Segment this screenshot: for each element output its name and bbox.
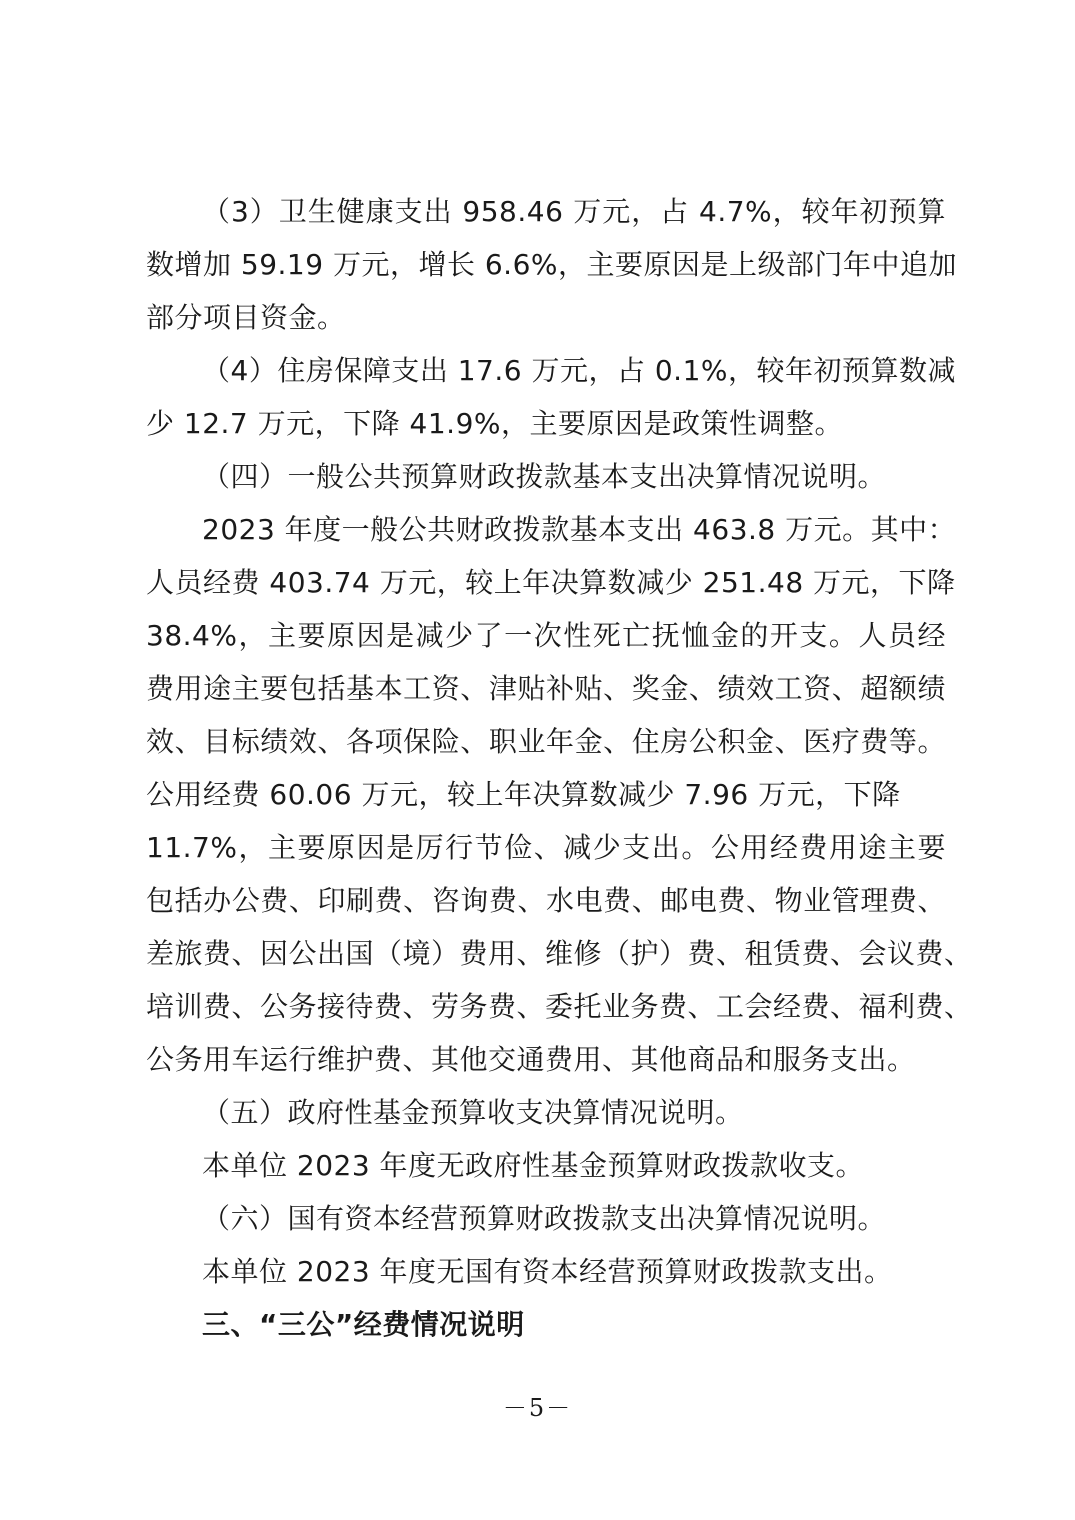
paragraph-health-expenditure: [146, 185, 957, 344]
subheading-state-capital: [146, 1192, 946, 1245]
text-line: 38.4%，主要原因是减少了一次性死亡抚恤金的开支。人员经: [146, 619, 946, 652]
paragraph-housing-expenditure: [146, 344, 956, 450]
text-line: 数增加 59.19 万元，增长 6.6%，主要原因是上级部门年中追加: [146, 248, 957, 281]
text-line: 效、目标绩效、各项保险、职业年金、住房公积金、医疗费等。: [146, 725, 946, 758]
text-line: 本单位 2023 年度无政府性基金预算财政拨款收支。: [202, 1149, 865, 1182]
text-line: （五）政府性基金预算收支决算情况说明。: [202, 1096, 744, 1129]
section-title: 三、“三公”经费情况说明: [202, 1308, 525, 1341]
text-line: 2023 年度一般公共财政拨款基本支出 463.8 万元。其中：: [202, 513, 957, 546]
text-line: 11.7%，主要原因是厉行节俭、减少支出。公用经费用途主要: [146, 831, 946, 864]
text-line: （3）卫生健康支出 958.46 万元，占 4.7%，较年初预算: [202, 195, 946, 228]
subheading-basic-expenditure: [146, 450, 946, 503]
text-line: （六）国有资本经营预算财政拨款支出决算情况说明。: [202, 1202, 887, 1235]
subheading-government-fund: [146, 1086, 946, 1139]
text-line: 部分项目资金。: [146, 301, 346, 334]
text-line: 人员经费 403.74 万元，较上年决算数减少 251.48 万元，下降: [146, 566, 956, 599]
paragraph-basic-expenditure: [146, 503, 973, 1086]
text-line: （4）住房保障支出 17.6 万元，占 0.1%，较年初预算数减: [202, 354, 956, 387]
text-line: 少 12.7 万元，下降 41.9%，主要原因是政策性调整。: [146, 407, 843, 440]
paragraph-government-fund: [146, 1139, 946, 1192]
text-line: 培训费、公务接待费、劳务费、委托业务费、工会经费、福利费、: [146, 990, 973, 1023]
text-line: 本单位 2023 年度无国有资本经营预算财政拨款支出。: [202, 1255, 893, 1288]
text-line: 费用途主要包括基本工资、津贴补贴、奖金、绩效工资、超额绩: [146, 672, 946, 705]
text-line: （四）一般公共预算财政拨款基本支出决算情况说明。: [202, 460, 887, 493]
page-number: －5－: [502, 1394, 573, 1422]
document-body: [146, 185, 973, 1351]
text-line: 包括办公费、印刷费、咨询费、水电费、邮电费、物业管理费、: [146, 884, 946, 917]
text-line: 公用经费 60.06 万元，较上年决算数减少 7.96 万元，下降: [146, 778, 901, 811]
paragraph-state-capital: [146, 1245, 946, 1298]
text-line: 差旅费、因公出国（境）费用、维修（护）费、租赁费、会议费、: [146, 937, 973, 970]
text-line: 公务用车运行维护费、其他交通费用、其他商品和服务支出。: [146, 1043, 916, 1076]
